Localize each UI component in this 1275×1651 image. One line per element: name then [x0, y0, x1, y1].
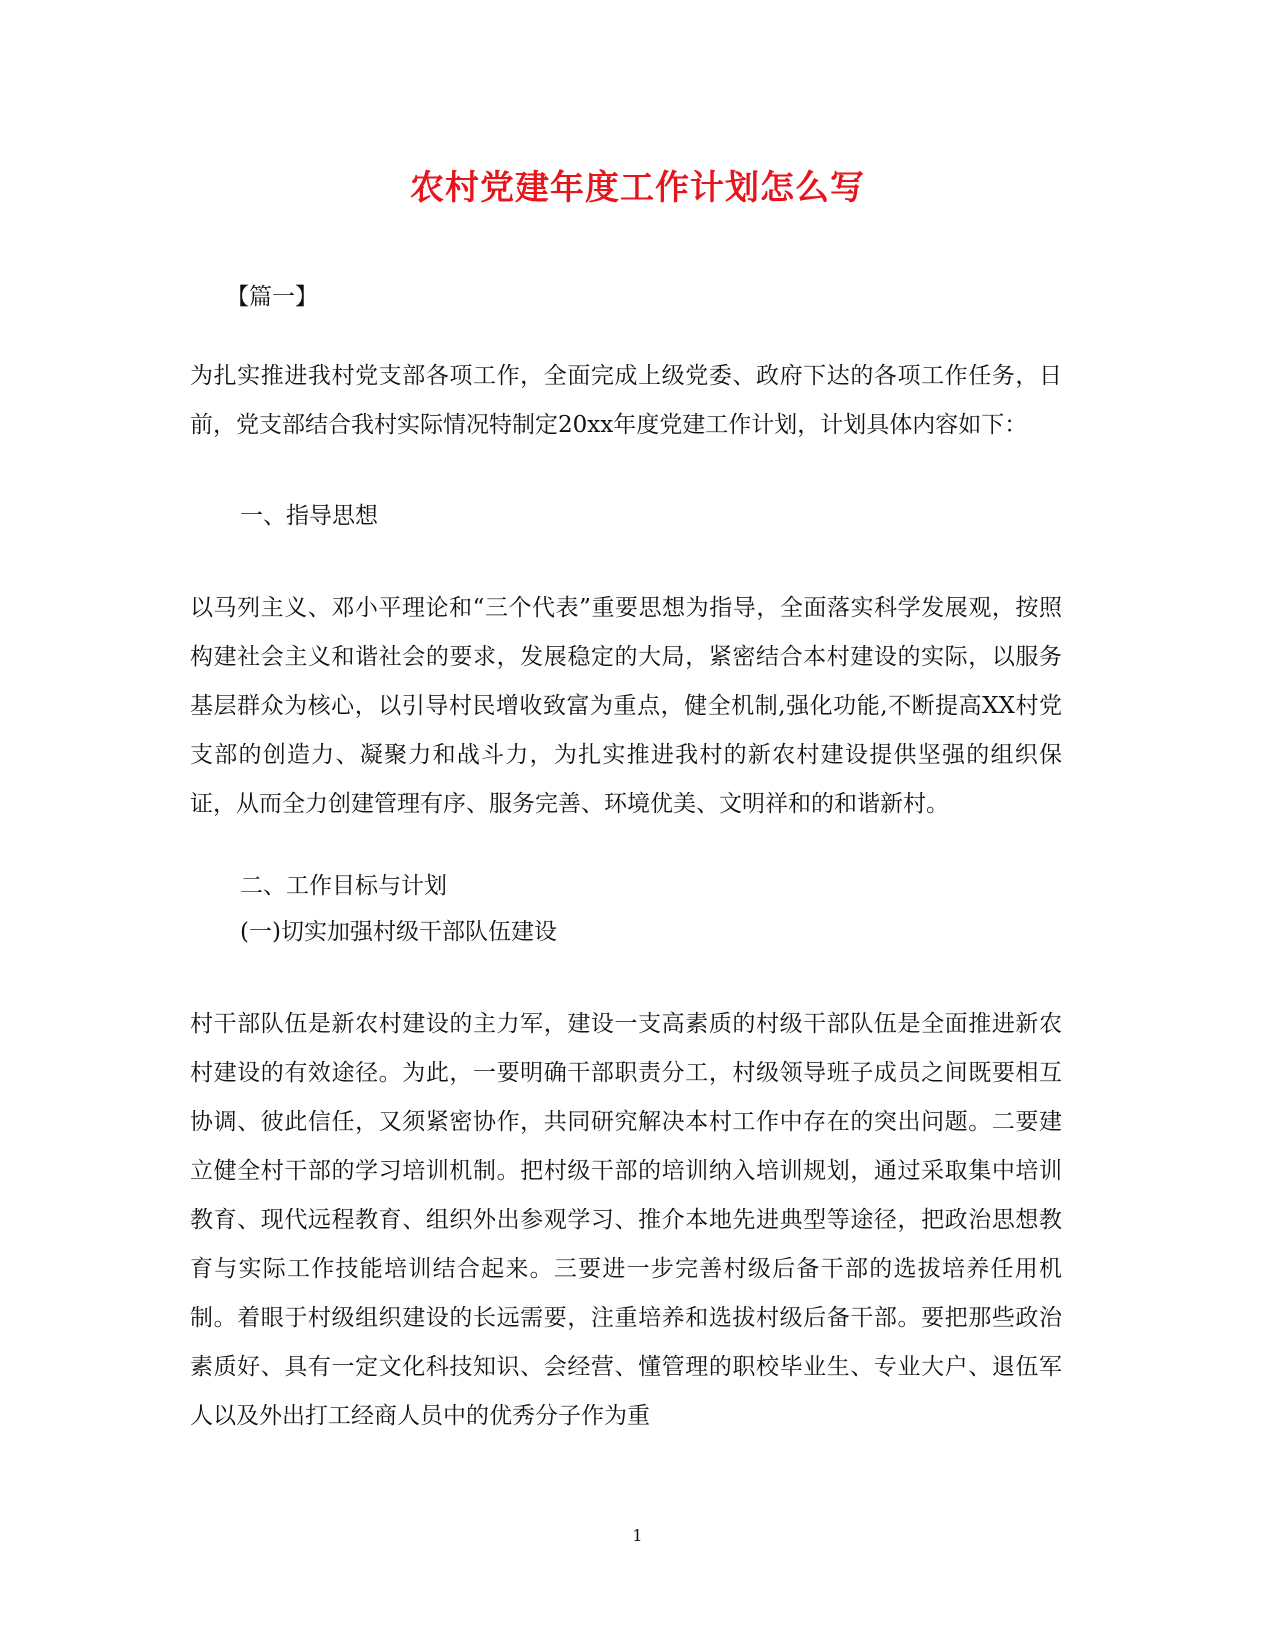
document-title: 农村党建年度工作计划怎么写 — [410, 168, 865, 208]
cadre-team-paragraph: 村干部队伍是新农村建设的主力军，建设一支高素质的村级干部队伍是全面推进新农村建设的有效途径。为此，一要明确干部职责分工，村级领导班子成员之间既要相互协调、彼此信任，又须紧密协作，共同研究解决本村工作中存在的突出问题。二要建立健全村干部的学习培训机制。把村级干部的培训纳入培训规划，通过采取集中培训教育、现代远程教育、组织外出参观学习、推介本地先进典型等途径，把政治思想教育与实际工作技能培训结合起来。三要进一步完善村级后备干部的选拔培养任用机制。着眼于村级组织建设的长远需要，注重培养和选拔村级后备干部。要把那些政治素质好、具有一定文化科技知识、会经营、懂管理的职校毕业生、专业大户、退伍军人以及外出打工经商人员中的优秀分子作为重 — [190, 1011, 1062, 1429]
guiding-ideology-paragraph: 以马列主义、邓小平理论和“三个代表”重要思想为指导，全面落实科学发展观，按照构建社会主义和谐社会的要求，发展稳定的大局，紧密结合本村建设的实际，以服务基层群众为核心，以引导村民增收致富为重点，健全机制,强化功能,不断提高XX村党支部的创造力、凝聚力和战斗力，为扎实推进我村的新农村建设提供坚强的组织保证，从而全力创建管理有序、服务完善、环境优美、文明祥和的和谐新村。 — [190, 595, 1062, 817]
page-number: 1 — [632, 1526, 643, 1545]
subheading-cadre-team: (一)切实加强村级干部队伍建设 — [240, 919, 557, 945]
heading-guiding-ideology: 一、指导思想 — [240, 503, 378, 529]
section-mark: 【篇一】 — [226, 284, 318, 310]
intro-paragraph: 为扎实推进我村党支部各项工作，全面完成上级党委、政府下达的各项工作任务，日前，党支部结合我村实际情况特制定20xx年度党建工作计划，计划具体内容如下： — [190, 363, 1062, 438]
heading-goals-and-plans: 二、工作目标与计划 — [240, 873, 447, 899]
